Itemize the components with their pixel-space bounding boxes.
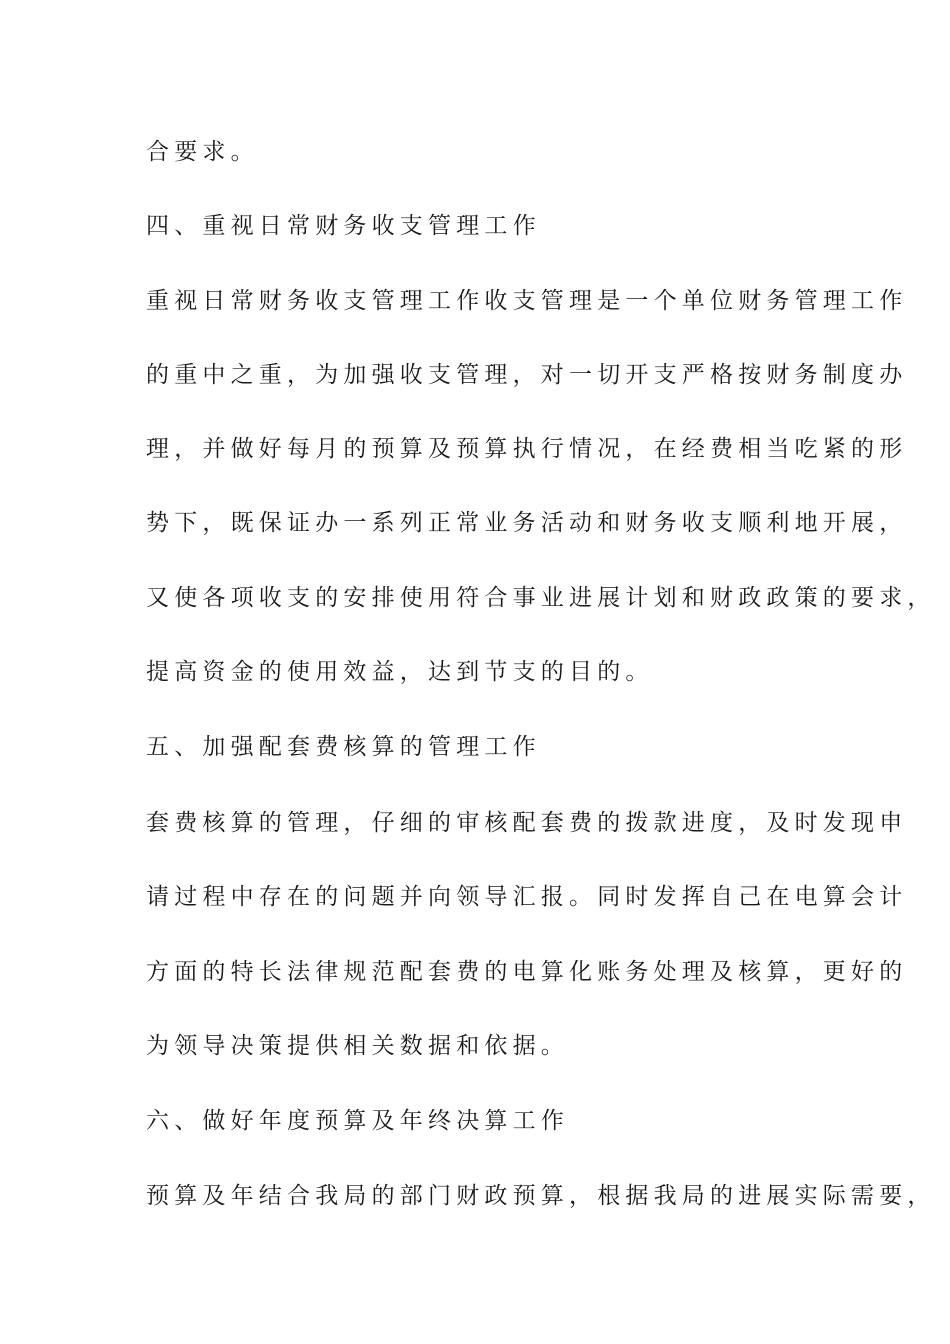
section-heading-6: 六、做好年度预算及年终决算工作 xyxy=(146,1108,569,1134)
section-heading-4: 四、重视日常财务收支管理工作 xyxy=(146,213,541,239)
body-text-line: 预算及年结合我局的部门财政预算，根据我局的进展实际需要， xyxy=(146,1183,936,1209)
body-text-line: 合要求。 xyxy=(146,139,259,165)
body-text-line: 套费核算的管理，仔细的审核配套费的拨款进度，及时发现申 xyxy=(146,810,908,836)
body-text-line: 势下，既保证办一系列正常业务活动和财务收支顺利地开展， xyxy=(146,510,908,536)
section-heading-5: 五、加强配套费核算的管理工作 xyxy=(146,734,541,760)
body-text-line: 为领导决策提供相关数据和依据。 xyxy=(146,1033,569,1059)
body-text-line: 重视日常财务收支管理工作收支管理是一个单位财务管理工作 xyxy=(146,288,908,314)
body-text-line: 请过程中存在的问题并向领导汇报。同时发挥自己在电算会计 xyxy=(146,884,908,910)
body-text-line: 的重中之重，为加强收支管理，对一切开支严格按财务制度办 xyxy=(146,362,908,388)
body-text-line: 理，并做好每月的预算及预算执行情况，在经费相当吃紧的形 xyxy=(146,436,908,462)
body-text-line: 又使各项收支的安排使用符合事业进展计划和财政政策的要求， xyxy=(146,585,936,611)
body-text-line: 方面的特长法律规范配套费的电算化账务处理及核算，更好的 xyxy=(146,959,908,985)
body-text-line: 提高资金的使用效益，达到节支的目的。 xyxy=(146,659,654,685)
